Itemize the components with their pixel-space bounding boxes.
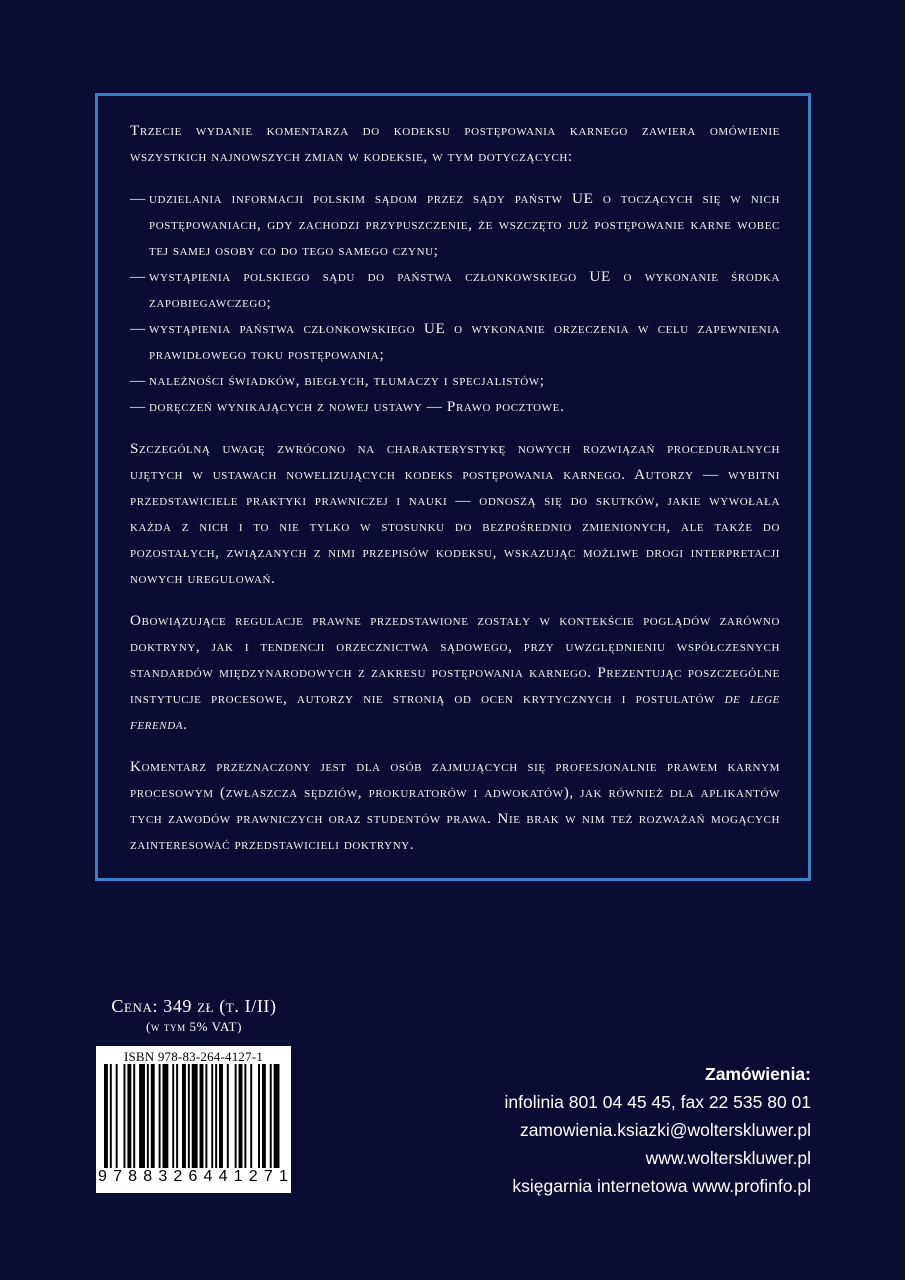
price-block bbox=[96, 993, 292, 1035]
orders-heading: Zamówienia: bbox=[705, 1064, 811, 1084]
barcode-bar bbox=[192, 1064, 198, 1168]
barcode-bar bbox=[211, 1064, 213, 1168]
barcode-bar bbox=[215, 1064, 217, 1168]
barcode-digit: 1 bbox=[278, 1168, 289, 1185]
barcode-bar bbox=[139, 1064, 145, 1168]
barcode-digits bbox=[98, 1168, 289, 1186]
barcode-bar bbox=[227, 1064, 229, 1168]
barcode-bar bbox=[274, 1064, 280, 1168]
blurb-intro: Trzecie wydanie komentarza do kodeksu postępowania karnego zawiera omówienie wszystkich najnowszych zmian w kodeksie, w tym dotyczących: bbox=[130, 122, 780, 165]
back-cover-blurb bbox=[130, 118, 780, 874]
barcode-digit: 4 bbox=[203, 1168, 214, 1185]
orders-website: www.wolterskluwer.pl bbox=[645, 1148, 811, 1168]
barcode-digit: 7 bbox=[263, 1168, 274, 1185]
list-item: — wystąpienia państwa członkowskiego UE o wykonanie orzeczenia w celu zapewnienia prawidłowego toku postępowania; bbox=[130, 316, 780, 368]
barcode-bar bbox=[127, 1064, 131, 1168]
barcode-bars bbox=[104, 1064, 283, 1172]
barcode-digit: 6 bbox=[188, 1168, 199, 1185]
barcode-bar bbox=[250, 1064, 252, 1168]
price-label: Cena: 349 zł (t. I/II) bbox=[111, 996, 277, 1016]
barcode-bar bbox=[116, 1064, 118, 1168]
isbn-barcode bbox=[96, 1046, 291, 1193]
barcode-digit: 8 bbox=[128, 1168, 139, 1185]
list-item: — udzielania informacji polskim sądom przez sądy państw UE o toczących się w nich postępowaniach, gdy zachodzi przypuszczenie, że wszczęto już postępowanie karne wobec tej samej osoby co do tego samego czynu; bbox=[130, 186, 780, 264]
barcode-digit: 2 bbox=[173, 1168, 184, 1185]
barcode-bar bbox=[133, 1064, 135, 1168]
barcode-bar bbox=[200, 1064, 204, 1168]
barcode-bar bbox=[188, 1064, 190, 1168]
barcode-bar bbox=[235, 1064, 237, 1168]
barcode-digit: 4 bbox=[218, 1168, 229, 1185]
barcode-bar bbox=[205, 1064, 207, 1168]
barcode-bar bbox=[239, 1064, 243, 1168]
isbn-label: ISBN 978-83-264-4127-1 bbox=[123, 1049, 264, 1064]
barcode-digit: 9 bbox=[98, 1168, 108, 1185]
barcode-bar bbox=[176, 1064, 178, 1168]
barcode-bar bbox=[110, 1064, 112, 1168]
barcode-bar bbox=[151, 1064, 155, 1168]
barcode-digit: 2 bbox=[248, 1168, 259, 1185]
barcode-bar bbox=[258, 1064, 260, 1168]
barcode-digit: 1 bbox=[233, 1168, 244, 1185]
blurb-paragraph-3: Obowiązujące regulacje prawne przedstawione zostały w kontekście poglądów zarówno doktryny, jak i tendencji orzecznictwa sądowego, przy uwzględnieniu współczesnych standardów międzynarodowych z zakresu postępowania karnego. Prezentując poszczególne instytucje procesowe, autorzy nie stronią od ocen krytycznych i postulatów de lege ferenda. bbox=[130, 612, 780, 733]
barcode-bar bbox=[270, 1064, 272, 1168]
orders-shop: księgarnia internetowa www.profinfo.pl bbox=[512, 1176, 811, 1196]
barcode-bar bbox=[262, 1064, 266, 1168]
orders-info bbox=[431, 1060, 811, 1200]
barcode-bar bbox=[104, 1064, 108, 1168]
blurb-paragraph-4: Komentarz przeznaczony jest dla osób zajmujących się profesjonalnie prawem karnym procesowym (zwłaszcza sędziów, prokuratorów i adwokatów), jak również dla aplikantów tych zawodów prawniczych oraz studentów prawa. Nie brak w nim też rozważań mogących zainteresować przedstawicieli doktryny. bbox=[130, 758, 780, 853]
barcode-bar bbox=[163, 1064, 169, 1168]
barcode-bar bbox=[244, 1064, 246, 1168]
barcode-bar bbox=[147, 1064, 149, 1168]
p3-italic-phrase: de lege ferenda bbox=[130, 690, 780, 733]
list-item: — należności świadków, biegłych, tłumaczy i specjalistów; bbox=[130, 368, 780, 394]
list-item: — wystąpienia polskiego sądu do państwa członkowskiego UE o wykonanie środka zapobiegawczego; bbox=[130, 264, 780, 316]
barcode-digit: 8 bbox=[143, 1168, 154, 1185]
list-item: — doręczeń wynikających z nowej ustawy — Prawo pocztowe. bbox=[130, 394, 780, 420]
orders-phone: infolinia 801 04 45 45, fax 22 535 80 01 bbox=[504, 1092, 811, 1112]
barcode-bar bbox=[159, 1064, 161, 1168]
barcode-bar bbox=[219, 1064, 223, 1168]
barcode-bar bbox=[182, 1064, 186, 1168]
barcode-bar bbox=[172, 1064, 174, 1168]
barcode-bar bbox=[124, 1064, 126, 1168]
barcode-digit: 7 bbox=[113, 1168, 123, 1185]
blurb-paragraph-2: Szczególną uwagę zwrócono na charakterystykę nowych rozwiązań proceduralnych ujętych w ustawach nowelizujących kodeks postępowania karnego. Autorzy — wybitni przedstawiciele praktyki prawniczej i nauki — odnoszą się do skutków, jakie wywołała każda z nich i to nie tylko w stosunku do bezpośrednio zmienionych, ale także do pozostałych, związanych z nimi przepisów kodeksu, wskazując możliwe drogi interpretacji nowych uregulowań. bbox=[130, 440, 780, 587]
barcode-digit: 3 bbox=[158, 1168, 169, 1185]
changes-list bbox=[130, 186, 780, 420]
vat-note: (w tym 5% VAT) bbox=[146, 1019, 242, 1034]
p3-main-text: Obowiązujące regulacje prawne przedstawione zostały w kontekście poglądów zarówno doktryny, jak i tendencji orzecznictwa sądowego, przy uwzględnieniu współczesnych standardów międzynarodowych z zakresu postępowania karnego. Prezentując poszczególne instytucje procesowe, autorzy nie stronią od ocen krytycznych i postulatów bbox=[130, 612, 780, 707]
orders-email: zamowienia.ksiazki@wolterskluwer.pl bbox=[519, 1120, 811, 1140]
